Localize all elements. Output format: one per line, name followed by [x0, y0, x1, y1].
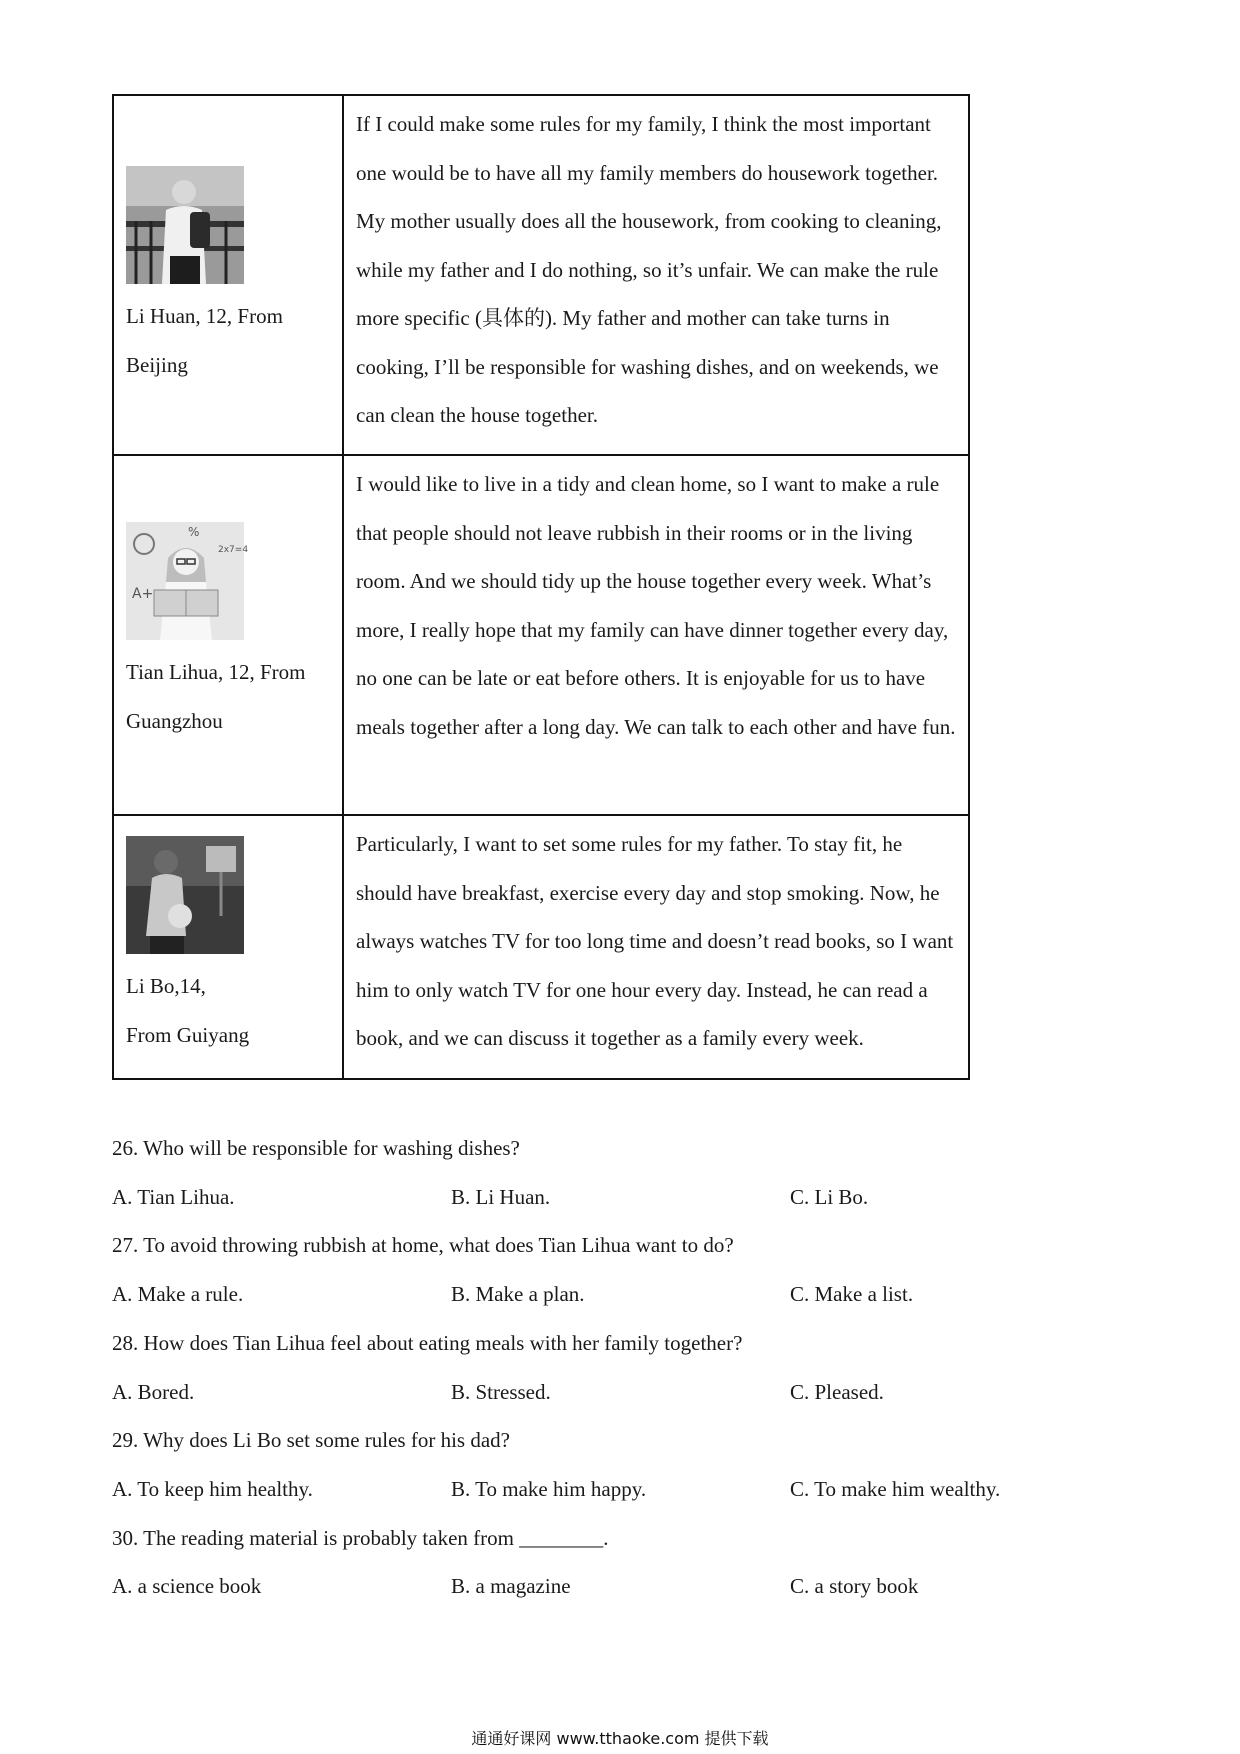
question-list: [112, 1124, 1122, 1611]
family-rules-table: [112, 94, 970, 1080]
option-b: B. To make him happy.: [451, 1476, 647, 1501]
svg-text:A+: A+: [132, 586, 154, 602]
person-name-line-1: Tian Lihua, 12, From: [126, 660, 306, 684]
girl-reading-book-photo: [126, 522, 249, 640]
person-name-line-1: Li Bo,14,: [126, 974, 206, 998]
answer-options: [112, 1465, 1122, 1514]
person-cell: [113, 455, 343, 815]
answer-options: [112, 1173, 1122, 1222]
person-name-line-1: Li Huan, 12, From: [126, 304, 283, 328]
question-29: [112, 1416, 1122, 1513]
person-name-line-2: Beijing: [126, 352, 188, 377]
boy-with-ball-photo: [126, 836, 244, 954]
question-stem: 26. Who will be responsible for washing dishes?: [112, 1136, 520, 1160]
option-c: C. Pleased.: [790, 1379, 884, 1404]
option-a: A. a science book: [112, 1574, 262, 1599]
answer-options: [112, 1270, 1122, 1319]
question-26: [112, 1124, 1122, 1221]
option-c: C. To make him wealthy.: [790, 1476, 1001, 1501]
person-cell: [113, 95, 343, 455]
page-footer: 通通好课网 www.tthaoke.com 提供下载: [471, 1729, 769, 1748]
option-c: C. a story book: [790, 1574, 919, 1599]
person-name-line-2: Guangzhou: [126, 708, 223, 733]
question-stem: 28. How does Tian Lihua feel about eating meals with her family together?: [112, 1330, 743, 1355]
person-name-line-2: From Guiyang: [126, 1022, 250, 1047]
option-a: A. Tian Lihua.: [112, 1184, 235, 1209]
answer-options: [112, 1368, 1122, 1417]
entry-text: Particularly, I want to set some rules for my father. To stay fit, he should have breakfast, exercise every day and stop smoking. Now, he always watches TV for too long time and doesn’t read books, so I want him to only watch TV for one hour every day. Instead, he can read a book, and we can discuss it together as a family every week.: [343, 815, 969, 1079]
option-b: B. a magazine: [451, 1574, 571, 1599]
entry-text: I would like to live in a tidy and clean home, so I want to make a rule that people should not leave rubbish in their rooms or in the living room. And we should tidy up the house together every week. What’s more, I really hope that my family can have dinner together every day, no one can be late or eat before others. It is enjoyable for us to have meals together after a long day. We can talk to each other and have fun.: [343, 455, 969, 815]
question-30: [112, 1514, 1122, 1611]
option-a: A. Bored.: [112, 1379, 195, 1404]
option-c: C. Li Bo.: [790, 1184, 869, 1209]
boy-with-backpack-photo: [126, 166, 244, 284]
option-b: B. Stressed.: [451, 1379, 551, 1404]
table-row: [113, 95, 969, 455]
answer-options: [112, 1562, 1122, 1611]
option-b: B. Li Huan.: [451, 1184, 551, 1209]
question-stem: 30. The reading material is probably taken from ________.: [112, 1525, 609, 1550]
option-b: B. Make a plan.: [451, 1282, 585, 1307]
option-c: C. Make a list.: [790, 1282, 914, 1307]
table-row: [113, 455, 969, 815]
entry-text: If I could make some rules for my family, I think the most important one would be to have all my family members do housework together. My mother usually does all the housework, from cooking to cleaning, while my father and I do nothing, so it’s unfair. We can make the rule more specific (具体的). My father and mother can take turns in cooking, I’ll be responsible for washing dishes, and on weekends, we can clean the house together.: [343, 95, 969, 455]
option-a: A. Make a rule.: [112, 1282, 244, 1307]
person-cell: [113, 815, 343, 1079]
question-stem: 29. Why does Li Bo set some rules for his dad?: [112, 1428, 510, 1453]
table-row: [113, 815, 969, 1079]
option-a: A. To keep him healthy.: [112, 1476, 313, 1501]
question-28: [112, 1319, 1122, 1416]
svg-text:%: %: [188, 525, 200, 539]
question-stem: 27. To avoid throwing rubbish at home, what does Tian Lihua want to do?: [112, 1233, 734, 1258]
question-27: [112, 1221, 1122, 1318]
svg-text:2x7=4: 2x7=4: [218, 545, 249, 555]
